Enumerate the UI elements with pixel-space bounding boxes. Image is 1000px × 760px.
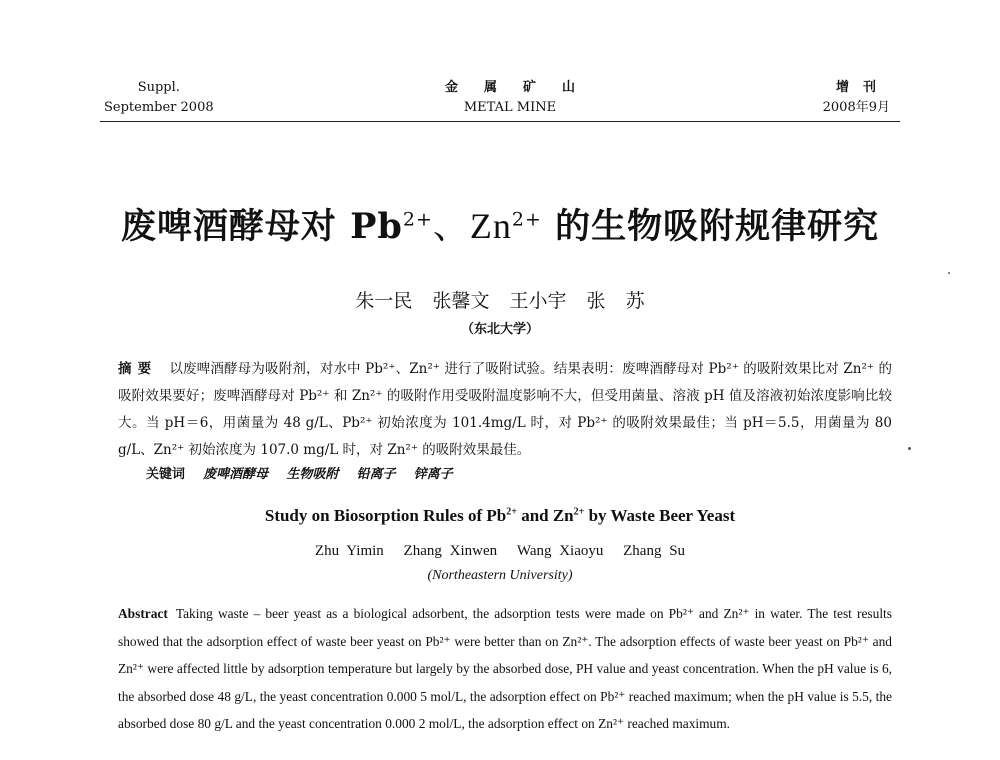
authors-cn: 朱一民 张馨文 王小宇 张 苏: [355, 290, 645, 312]
supplement-label-cn: 增刊: [835, 80, 890, 95]
scan-speck: [948, 272, 950, 274]
title-en-part2: by Waste Beer Yeast: [584, 506, 736, 525]
title-en-mid: and Zn: [516, 506, 574, 525]
supplement-label: Suppl.: [137, 80, 180, 95]
paper-title-en: [100, 506, 900, 526]
title-en-part1: Study on Biosorption Rules of Pb: [264, 506, 507, 525]
journal-name: [400, 78, 620, 118]
abstract-cn: [118, 356, 892, 464]
keywords-cn: [146, 463, 467, 482]
issue-date-en: September 2008: [104, 100, 214, 115]
affiliation-cn: （东北大学）: [460, 322, 539, 337]
title-cn-part2: 的生物吸附规律研究: [541, 206, 880, 247]
title-cn-sup1: 2+: [402, 208, 433, 231]
journal-info-left: [104, 78, 214, 118]
authors-en: [100, 543, 900, 560]
abstract-en: [118, 600, 892, 738]
keyword-item: 生物吸附: [286, 467, 339, 482]
author-en: Zhu Yimin: [314, 543, 384, 559]
author-en: Zhang Su: [623, 543, 686, 559]
scan-speck: [908, 447, 911, 450]
keywords-cn-label: 关键词: [146, 467, 186, 482]
journal-name-en: METAL MINE: [463, 100, 557, 115]
title-en-sup1: 2+: [506, 506, 517, 518]
journal-name-cn: 金属矿山: [444, 80, 601, 95]
issue-date-cn: 2008年9月: [822, 100, 890, 115]
keyword-item: 废啤酒酵母: [203, 467, 269, 482]
keyword-item: 铅离子: [356, 467, 396, 482]
author-en: Zhang Xinwen: [403, 543, 498, 559]
author-en: Wang Xiaoyu: [516, 543, 604, 559]
paper-title-cn: [100, 198, 900, 249]
title-cn-part1: 废啤酒酵母对 Pb: [120, 206, 403, 247]
title-cn-sep: 、Zn: [432, 206, 512, 246]
keyword-item: 锌离子: [413, 467, 453, 482]
header-rule: [100, 121, 900, 122]
abstract-en-label: Abstract: [118, 606, 168, 621]
abstract-cn-text: 以废啤酒酵母为吸附剂，对水中 Pb²⁺、Zn²⁺ 进行了吸附试验。结果表明：废啤酒酵母对 Pb²⁺ 的吸附效果比对 Zn²⁺ 的吸附效果要好；废啤酒酵母对 Pb²⁺ 和 Zn²⁺ 的吸附作用受吸附温度影响不大，但受用菌量、溶液 pH 值及溶液初始浓度影响比较大。当 pH＝6，用菌量为 48 g/L、Pb²⁺ 初始浓度为 101.4mg/L 时，对 Pb²⁺ 的吸附效果最佳；当 pH＝5.5，用菌量为 80 g/L、Zn²⁺ 初始浓度为 107.0 mg/L 时，对 Zn²⁺ 的吸附效果最佳。: [118, 361, 893, 458]
title-cn-sup2: 2+: [511, 208, 542, 231]
abstract-en-text: Taking waste – beer yeast as a biological adsorbent, the adsorption tests were made on Pb²⁺ and Zn²⁺ in water. The test results showed that the adsorption effect of waste beer yeast on Pb²⁺ were better than on Zn²⁺. The adsorption effects of waste beer yeast on Pb²⁺ and Zn²⁺ were affected little by adsorption temperature but largely by the absorbed dose, PH value and yeast concentration. When the pH value is 6, the absorbed dose 48 g/L, the yeast concentration 0.000 5 mol/L, the adsorption effect on Pb²⁺ reached maximum; when the pH value is 5.5, the absorbed dose 80 g/L and the yeast concentration 0.000 2 mol/L, the adsorption effect on Zn²⁺ reached maximum.: [118, 606, 892, 731]
abstract-cn-label: 摘要: [118, 361, 158, 377]
affiliation-en: (Northeastern University): [427, 568, 573, 583]
journal-info-right: [780, 78, 890, 118]
title-en-sup2: 2+: [573, 506, 585, 518]
